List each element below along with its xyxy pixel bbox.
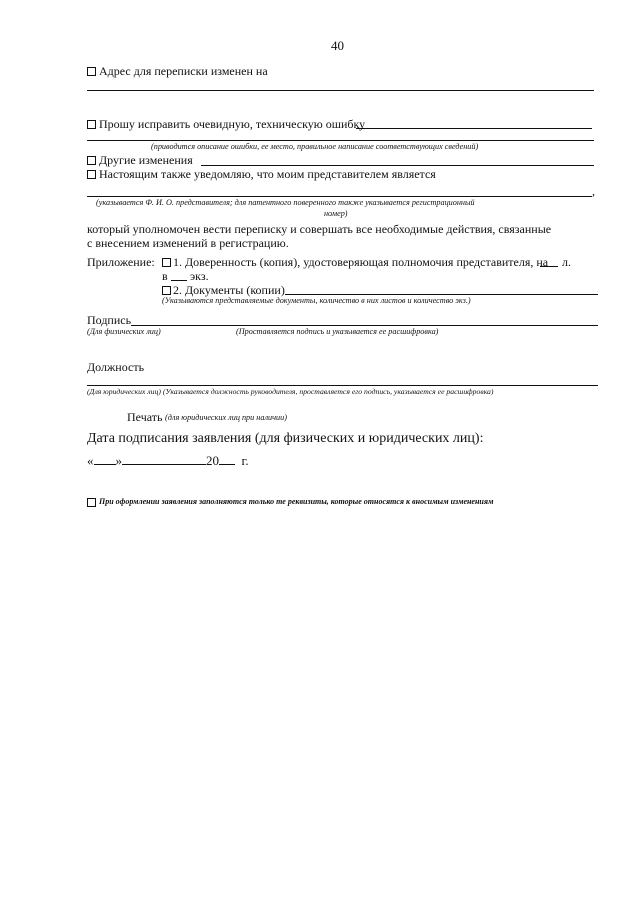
position-fill-line[interactable] — [87, 385, 598, 386]
page-number: 40 — [331, 38, 344, 53]
signature-label: Подпись — [87, 313, 132, 327]
attachment-2-fill-line[interactable] — [285, 294, 598, 295]
error-fix-label: Прошу исправить очевидную, техническую ошибку — [99, 117, 366, 131]
address-fill-line[interactable] — [87, 90, 594, 91]
signing-date-row — [87, 453, 249, 468]
other-changes-fill-line[interactable] — [201, 165, 594, 166]
attachment-1-copies-line[interactable] — [171, 280, 187, 281]
seal-label: Печать — [127, 410, 163, 424]
error-fix-hint: (приводится описание ошибки, ее место, правильное написание соответствующих сведений) — [151, 142, 479, 151]
attachment-1-copies-prefix: в — [162, 269, 168, 283]
seal-hint: (для юридических лиц при наличии) — [165, 413, 287, 422]
position-hint: (Для юридических лиц) (Указывается должность руководителя, проставляется его подпись, указывается ее расшифровка) — [87, 387, 494, 396]
other-changes-label: Другие изменения — [99, 153, 193, 167]
attachments-label: Приложение: — [87, 255, 155, 269]
attachments-hint: (Указываются представляемые документы, количество в них листов и количество экз.) — [162, 296, 471, 305]
date-year-suffix: г. — [241, 453, 249, 468]
date-month-field[interactable] — [122, 453, 206, 465]
position-label: Должность — [87, 360, 145, 374]
signature-fill-line[interactable] — [131, 325, 598, 326]
attachment-1-pages-suffix: л. — [562, 255, 571, 269]
representative-hint-2: номер) — [324, 209, 348, 218]
error-fix-fill-line-2[interactable] — [87, 140, 594, 141]
attachment-2-checkbox[interactable] — [162, 286, 171, 295]
date-open-quote: « — [87, 453, 94, 468]
address-label: Адрес для переписки изменен на — [99, 64, 268, 78]
attachment-1-pages-line[interactable] — [540, 266, 558, 267]
date-year-field[interactable] — [219, 453, 235, 465]
attachment-1-copies-suffix: экз. — [190, 269, 209, 283]
attachment-1-checkbox[interactable] — [162, 258, 171, 267]
representative-text-1: который уполномочен вести переписку и совершать все необходимые действия, связанные — [87, 222, 552, 236]
address-checkbox[interactable] — [87, 67, 96, 76]
note-checkbox-icon — [87, 498, 96, 507]
other-changes-checkbox[interactable] — [87, 156, 96, 165]
representative-checkbox[interactable] — [87, 170, 96, 179]
signing-date-label: Дата подписания заявления (для физических и юридических лиц): — [87, 431, 484, 446]
attachment-1-label: 1. Доверенность (копия), удостоверяющая полномочия представителя, на — [173, 255, 549, 269]
date-year-prefix: 20 — [206, 453, 219, 468]
representative-hint-1: (указывается Ф. И. О. представителя; для патентного поверенного также указывается регистрационный — [96, 198, 475, 207]
representative-text-2: с внесением изменений в регистрацию. — [87, 236, 289, 250]
signature-hint-left: (Для физических лиц) — [87, 327, 161, 336]
date-day-field[interactable] — [94, 453, 116, 465]
representative-comma: , — [592, 184, 595, 198]
error-fix-fill-line[interactable] — [356, 128, 592, 129]
error-fix-checkbox[interactable] — [87, 120, 96, 129]
date-close-quote: » — [115, 453, 122, 468]
note-text: При оформлении заявления заполняются только те реквизиты, которые относятся к вносимым изменениям — [99, 497, 494, 506]
signature-hint-right: (Проставляется подпись и указывается ее расшифровка) — [236, 327, 439, 336]
representative-fill-line[interactable] — [87, 196, 592, 197]
attachment-2-label: 2. Документы (копии) — [173, 283, 285, 297]
representative-label: Настоящим также уведомляю, что моим представителем является — [99, 167, 436, 181]
